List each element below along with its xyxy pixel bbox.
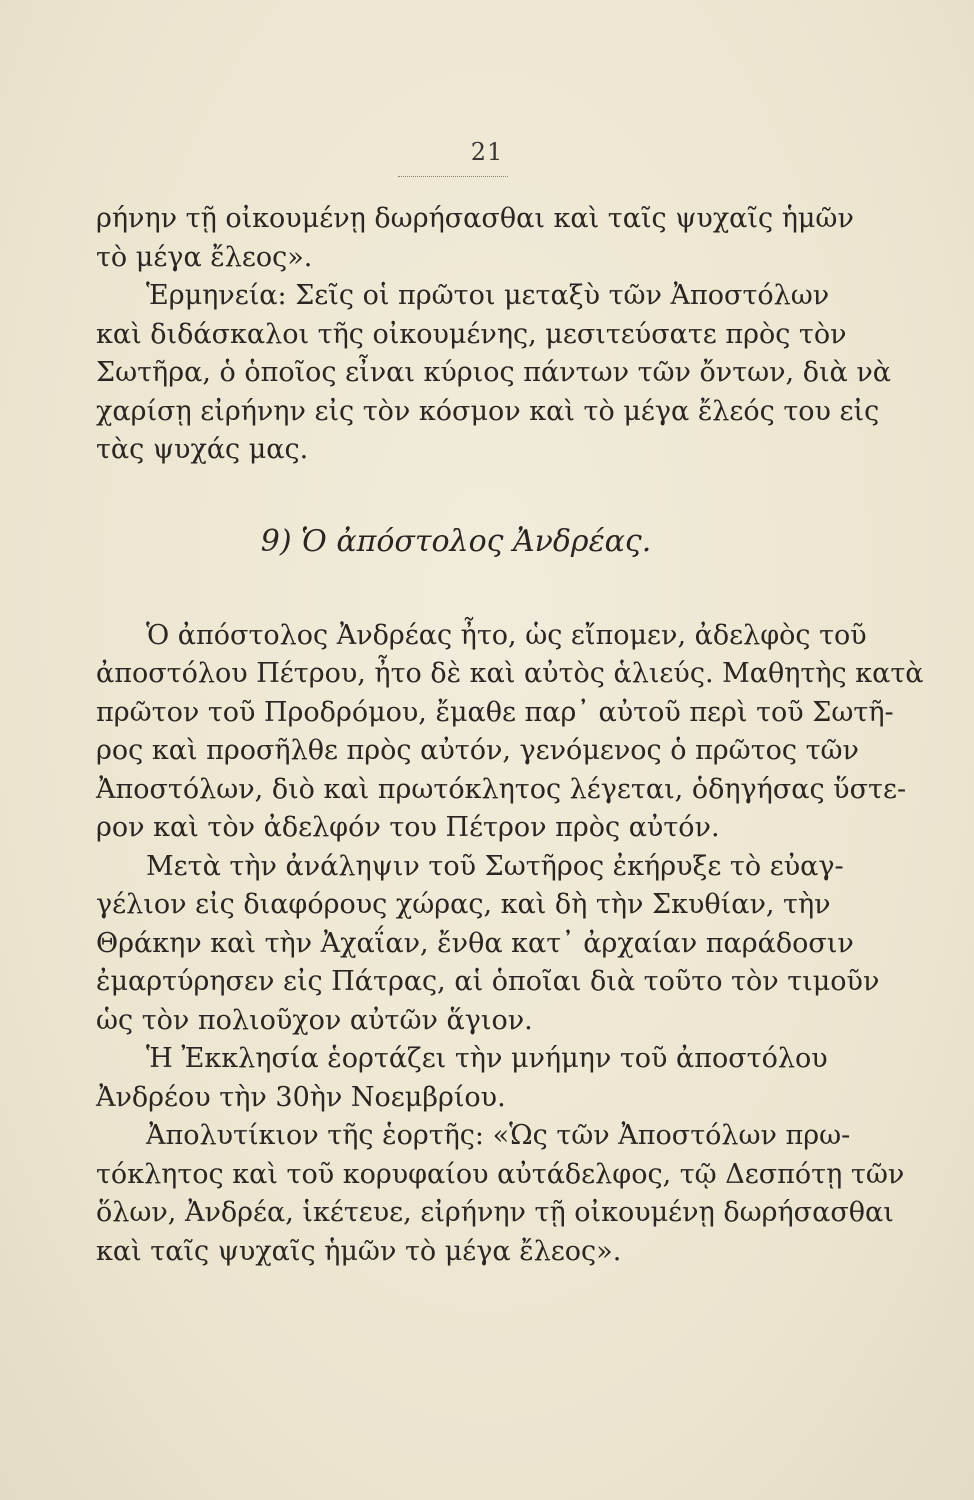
text-line: ἐμαρτύρησεν εἰς Πάτρας, αἱ ὁποῖαι διὰ τοῦτο τὸν τιμοῦν	[96, 966, 880, 997]
text-line: καὶ διδάσκαλοι τῆς οἰκουμένης, μεσιτεύσατε πρὸς τὸν	[96, 318, 847, 350]
text-line: Μετὰ τὴν ἀνάληψιν τοῦ Σωτῆρος ἐκήρυξε τὸ εὐαγ-	[146, 850, 844, 882]
text-line: γέλιον εἰς διαφόρους χώρας, καὶ δὴ τὴν Σκυθίαν, τὴν	[96, 889, 831, 920]
text-line: Ὁ ἀπόστολος Ἀνδρέας ἦτο, ὡς εἴπομεν, ἀδελφὸς τοῦ	[146, 619, 867, 651]
text-line: Σωτῆρα, ὁ ὁποῖος εἶναι κύριος πάντων τῶν ὄντων, διὰ νὰ	[96, 357, 892, 388]
section-heading: 9) Ὁ ἀπόστολος Ἀνδρέας.	[260, 523, 652, 559]
text-line: ἀποστόλου Πέτρου, ἦτο δὲ καὶ αὐτὸς ἁλιεύς. Μαθητὴς κατὰ	[96, 658, 924, 689]
text-line: τὸ μέγα ἔλεος».	[96, 241, 313, 273]
text-line: ὡς τὸν πολιοῦχον αὐτῶν ἅγιον.	[96, 1004, 533, 1036]
text-line: Ἀπολυτίκιον τῆς ἑορτῆς: «Ὡς τῶν Ἀποστόλων πρω-	[146, 1120, 851, 1151]
page-number-divider	[398, 176, 508, 177]
text-line: χαρίσῃ εἰρήνην εἰς τὸν κόσμον καὶ τὸ μέγα ἔλεός του εἰς	[96, 395, 880, 427]
text-line: ρος καὶ προσῆλθε πρὸς αὐτόν, γενόμενος ὁ πρῶτος τῶν	[96, 735, 859, 766]
page-number: 21	[470, 138, 504, 166]
text-line: τόκλητος καὶ τοῦ κορυφαίου αὐτάδελφος, τῷ Δεσπότῃ τῶν	[96, 1158, 905, 1190]
text-line: Ἀνδρέου τὴν 30ὴν Νοεμβρίου.	[96, 1081, 506, 1113]
text-line: Ἡ Ἐκκλησία ἑορτάζει τὴν μνήμην τοῦ ἀποστόλου	[146, 1043, 828, 1074]
text-line: ρον καὶ τὸν ἀδελφόν του Πέτρον πρὸς αὐτόν.	[96, 812, 720, 843]
body-text	[96, 200, 924, 1271]
text-line: πρῶτον τοῦ Προδρόμου, ἔμαθε παρ᾽ αὐτοῦ περὶ τοῦ Σωτῆ-	[96, 696, 894, 728]
text-line: τὰς ψυχάς μας.	[96, 434, 309, 465]
text-line: Ἀποστόλων, διὸ καὶ πρωτόκλητος λέγεται, ὁδηγήσας ὕστε-	[96, 773, 907, 805]
text-line: Ἑρμηνεία: Σεῖς οἱ πρῶτοι μεταξὺ τῶν Ἀποστόλων	[146, 280, 830, 311]
text-line: ρήνην τῇ οἰκουμένῃ δωρήσασθαι καὶ ταῖς ψυχαῖς ἡμῶν	[96, 203, 854, 234]
text-line: καὶ ταῖς ψυχαῖς ἡμῶν τὸ μέγα ἔλεος».	[96, 1235, 622, 1267]
text-line: ὅλων, Ἀνδρέα, ἱκέτευε, εἰρήνην τῇ οἰκουμένῃ δωρήσασθαι	[96, 1197, 894, 1228]
text-line: Θράκην καὶ τὴν Ἀχαΐαν, ἔνθα κατ᾽ ἀρχαίαν παράδοσιν	[96, 927, 854, 959]
